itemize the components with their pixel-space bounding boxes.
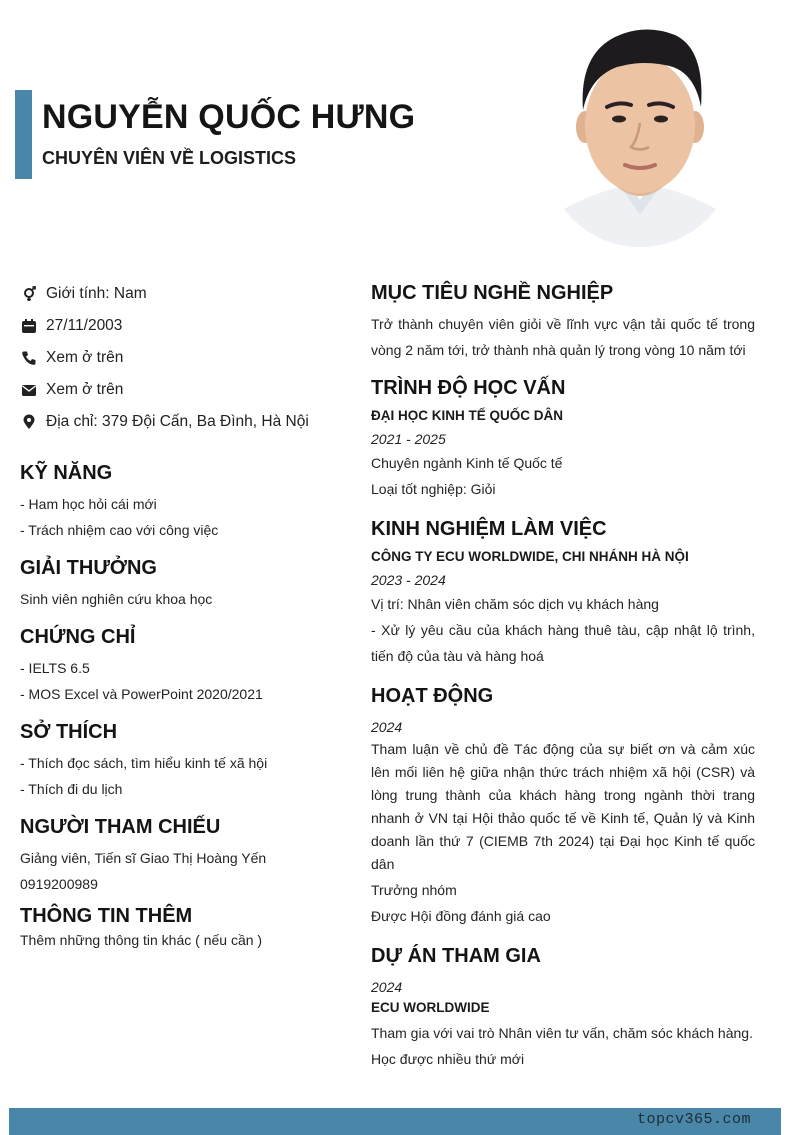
projects-learned: Học được nhiều thứ mới — [371, 1051, 525, 1067]
contact-birthday — [20, 310, 350, 342]
activities-result: Được Hội đồng đánh giá cao — [371, 908, 551, 924]
objective-text: Trở thành chuyên viên giỏi về lĩnh vực vận tải quốc tế trong vòng 2 năm tới, trở thành nhà quản lý trong vòng 10 năm tới — [371, 316, 755, 358]
email-icon — [20, 381, 38, 399]
education-major: Chuyên ngành Kinh tế Quốc tế — [371, 455, 563, 471]
contact-phone — [20, 342, 350, 374]
projects-name: ECU WORLDWIDE — [371, 1000, 490, 1015]
email-text: Xem ở trên — [46, 381, 124, 398]
right-column — [371, 282, 755, 1072]
activities-title: HOẠT ĐỘNG — [371, 685, 494, 707]
projects-title: DỰ ÁN THAM GIA — [371, 945, 541, 967]
location-icon — [20, 413, 38, 431]
education-grade: Loại tốt nghiệp: Giỏi — [371, 481, 496, 497]
phone-text: Xem ở trên — [46, 349, 124, 366]
awards-title: GIẢI THƯỞNG — [20, 557, 157, 579]
experience-duty: - Xử lý yêu cầu của khách hàng thuê tàu, cập nhật lộ trình, tiến độ của tàu và hàng hoá — [371, 622, 755, 664]
experience-period: 2023 - 2024 — [371, 572, 446, 588]
list-item: - Thích đọc sách, tìm hiểu kinh tế xã hội — [20, 755, 268, 771]
references-title: NGƯỜI THAM CHIẾU — [20, 816, 221, 838]
education-school: ĐẠI HỌC KINH TẾ QUỐC DÂN — [371, 408, 563, 423]
watermark-text: topcv365.com — [636, 1111, 751, 1128]
activities-desc: Tham luận về chủ đề Tác động của sự biết ơn và cảm xúc lên mối liên hệ giữa nhận thức trách nhiệm xã hội (CSR) và lòng trung thành của khách hàng trong ngành thời trang nhanh ở VN tại Hội thảo quốc tế về Kinh tế, Quản lý và Kinh doanh lần thứ 7 (CIEMB 7th 2024) tại Đại học Kinh tế quốc dân — [371, 741, 755, 872]
objective-title: MỤC TIÊU NGHỀ NGHIỆP — [371, 282, 614, 304]
list-item: Giảng viên, Tiến sĩ Giao Thị Hoàng Yến — [20, 850, 267, 866]
more-info-text: Thêm những thông tin khác ( nếu cần ) — [20, 932, 263, 948]
education-title: TRÌNH ĐỘ HỌC VẤN — [371, 377, 566, 399]
hobbies-list — [20, 750, 350, 802]
experience-role: Vị trí: Nhân viên chăm sóc dịch vụ khách hàng — [371, 596, 659, 612]
awards-list — [20, 586, 350, 612]
experience-company: CÔNG TY ECU WORLDWIDE, CHI NHÁNH HÀ NỘI — [371, 549, 689, 564]
left-column — [20, 278, 350, 950]
projects-year: 2024 — [371, 979, 403, 995]
address-text: Địa chỉ: 379 Đội Cấn, Ba Đình, Hà Nội — [46, 413, 309, 430]
projects-desc: Tham gia với vai trò Nhân viên tư vấn, chăm sóc khách hàng. — [371, 1025, 753, 1041]
header-accent-bar — [15, 90, 32, 179]
contact-gender — [20, 278, 350, 310]
list-item: 0919200989 — [20, 876, 98, 892]
skills-list — [20, 491, 350, 543]
hobbies-title: SỞ THÍCH — [20, 721, 118, 743]
list-item: - MOS Excel và PowerPoint 2020/2021 — [20, 686, 263, 702]
certificates-list — [20, 655, 350, 707]
phone-icon — [20, 349, 38, 367]
gender-icon — [20, 285, 38, 303]
experience-title: KINH NGHIỆM LÀM VIỆC — [371, 518, 607, 540]
education-period: 2021 - 2025 — [371, 431, 446, 447]
candidate-name: NGUYỄN QUỐC HƯNG — [42, 98, 416, 136]
contact-address — [20, 406, 350, 438]
list-item: - Trách nhiệm cao với công việc — [20, 522, 219, 538]
activities-year: 2024 — [371, 719, 403, 735]
gender-text: Giới tính: Nam — [46, 285, 147, 302]
references-list — [20, 845, 350, 897]
more-info-title: THÔNG TIN THÊM — [20, 905, 193, 927]
calendar-icon — [20, 317, 38, 335]
activities-role: Trưởng nhóm — [371, 882, 457, 898]
list-item: - Thích đi du lịch — [20, 781, 123, 797]
certificates-title: CHỨNG CHỈ — [20, 626, 136, 648]
contact-email — [20, 374, 350, 406]
footer-bar — [9, 1108, 781, 1135]
list-item: Sinh viên nghiên cứu khoa học — [20, 591, 213, 607]
avatar — [545, 15, 735, 247]
birthday-text: 27/11/2003 — [46, 317, 123, 334]
list-item: - IELTS 6.5 — [20, 660, 90, 676]
list-item: - Ham học hỏi cái mới — [20, 496, 157, 512]
candidate-position: CHUYÊN VIÊN VỀ LOGISTICS — [42, 148, 297, 168]
skills-title: KỸ NĂNG — [20, 462, 113, 484]
